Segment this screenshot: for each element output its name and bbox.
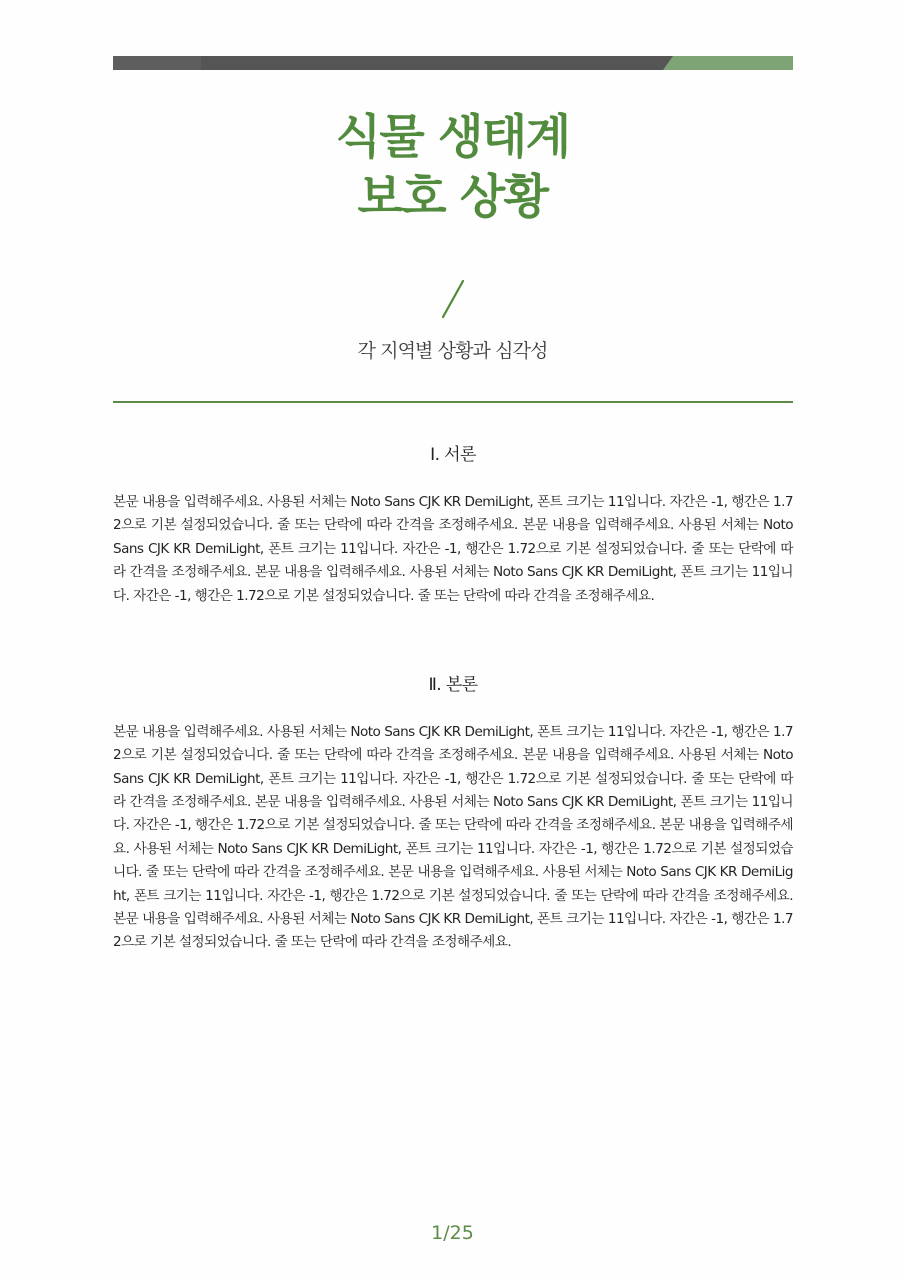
section-body-1: 본문 내용을 입력해주세요. 사용된 서체는 Noto Sans CJK KR DemiLight, 폰트 크기는 11입니다. 자간은 -1, 행간은 1.72으로 기본 설정되었습니다. 줄 또는 단락에 따라 간격을 조정해주세요. 본문 내용을 입력해주세요. 사용된 서체는 Noto Sans CJK KR DemiLight, 폰트 크기는 11입니다. 자간은 -1, 행간은 1.72으로 기본 설정되었습니다. 줄 또는 단락에 따라 간격을 조정해주세요. 본문 내용을 입력해주세요. 사용된 서체는 Noto Sans CJK KR DemiLight, 폰트 크기는 11입니다. 자간은 -1, 행간은 1.72으로 기본 설정되었습니다. 줄 또는 단락에 따라 간격을 조정해주세요. [113,494,793,604]
bar-segment-dark-cap [113,56,201,70]
top-accent-bar [113,56,793,70]
section-introduction [113,440,793,608]
section-body-2: 본문 내용을 입력해주세요. 사용된 서체는 Noto Sans CJK KR DemiLight, 폰트 크기는 11입니다. 자간은 -1, 행간은 1.72으로 기본 설정되었습니다. 줄 또는 단락에 따라 간격을 조정해주세요. 본문 내용을 입력해주세요. 사용된 서체는 Noto Sans CJK KR DemiLight, 폰트 크기는 11입니다. 자간은 -1, 행간은 1.72으로 기본 설정되었습니다. 줄 또는 단락에 따라 간격을 조정해주세요. 본문 내용을 입력해주세요. 사용된 서체는 Noto Sans CJK KR DemiLight, 폰트 크기는 11입니다. 자간은 -1, 행간은 1.72으로 기본 설정되었습니다. 줄 또는 단락에 따라 간격을 조정해주세요. 본문 내용을 입력해주세요. 사용된 서체는 Noto Sans CJK KR DemiLight, 폰트 크기는 11입니다. 자간은 -1, 행간은 1.72으로 기본 설정되었습니다. 줄 또는 단락에 따라 간격을 조정해주세요. 본문 내용을 입력해주세요. 사용된 서체는 Noto Sans CJK KR DemiLight, 폰트 크기는 11입니다. 자간은 -1, 행간은 1.72으로 기본 설정되었습니다. 줄 또는 단락에 따라 간격을 조정해주세요. 본문 내용을 입력해주세요. 사용된 서체는 Noto Sans CJK KR DemiLight, 폰트 크기는 11입니다. 자간은 -1, 행간은 1.72으로 기본 설정되었습니다. 줄 또는 단락에 따라 간격을 조정해주세요. [113,723,793,951]
header-divider-rule [113,401,793,403]
section-main [113,670,793,955]
bar-segment-green [663,56,793,70]
section-heading-2: Ⅱ. 본론 [428,674,478,695]
page-subtitle: 각 지역별 상황과 심각성 [357,340,548,362]
section-heading-1: Ⅰ. 서론 [430,445,476,465]
page-title-line-1: 식물 생태계 [335,110,570,165]
document-content [113,440,793,955]
slash-divider-icon [0,278,905,320]
page-title [0,108,905,228]
page-number: 1/25 [431,1222,474,1244]
page-title-line-2: 보호 상황 [357,170,548,226]
title-block [0,108,905,228]
